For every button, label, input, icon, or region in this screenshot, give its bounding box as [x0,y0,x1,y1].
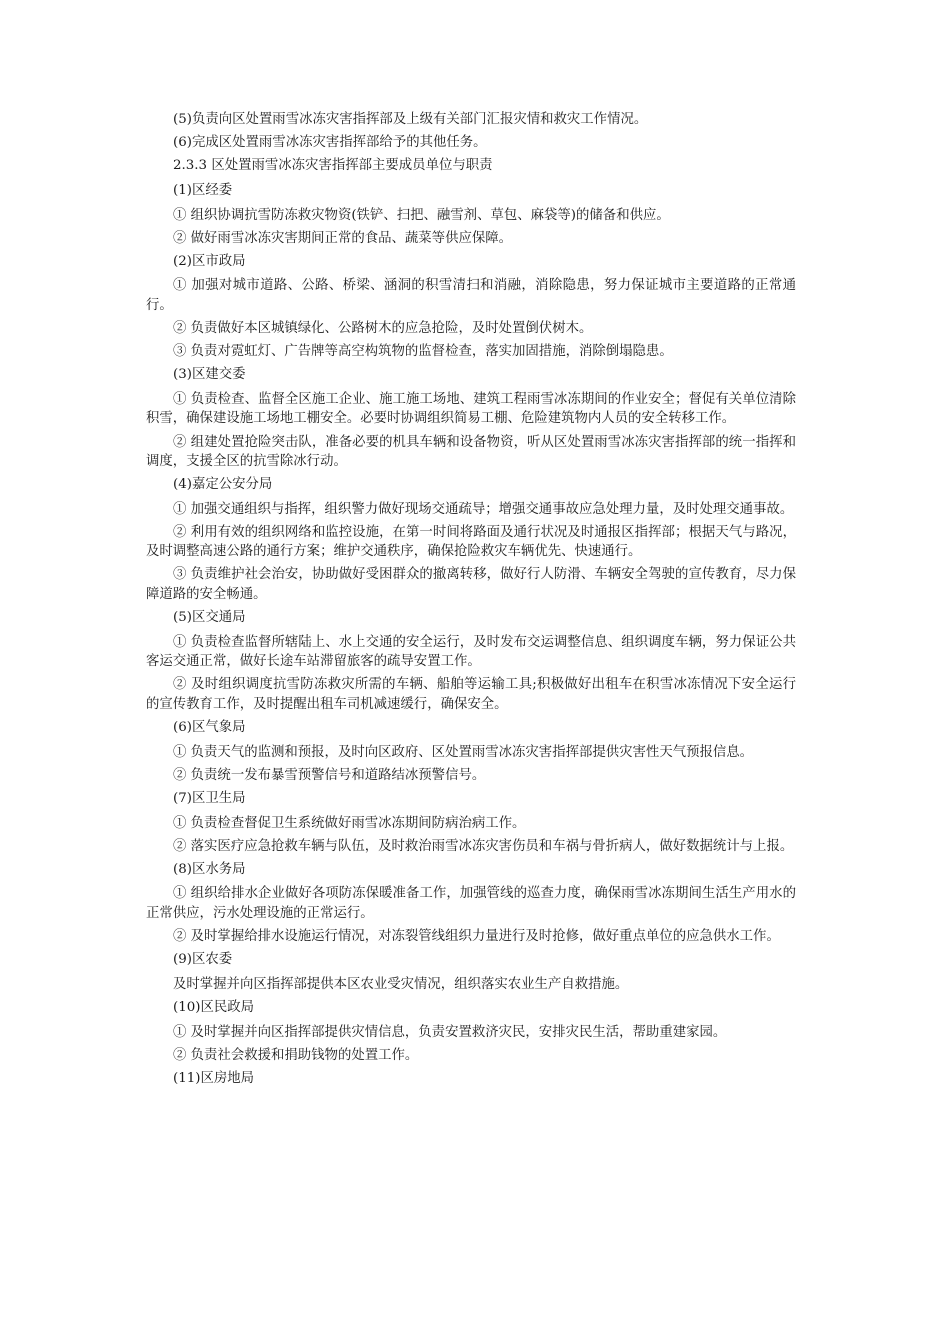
paragraph: ① 及时掌握并向区指挥部提供灾情信息，负责安置救济灾民，安排灾民生活，帮助重建家园。 [173,1024,727,1040]
paragraph: ② 组建处置抢险突击队，准备必要的机具车辆和设备物资，听从区处置雨雪冰冻灾害指挥部的统一指挥和调度，支援全区的抗雪除冰行动。 [146,434,796,469]
section-heading: (11)区房地局 [173,1070,255,1086]
paragraph: ② 及时组织调度抗雪防冻救灾所需的车辆、船舶等运输工具;积极做好出租车在积雪冰冻情况下安全运行的宣传教育工作，及时提醒出租车司机减速缓行，确保安全。 [146,677,796,712]
paragraph: ① 负责天气的监测和预报，及时向区政府、区处置雨雪冰冻灾害指挥部提供灾害性天气预报信息。 [173,744,754,760]
section-heading: 2.3.3 区处置雨雪冰冻灾害指挥部主要成员单位与职责 [173,158,493,174]
paragraph: ① 组织给排水企业做好各项防冻保暖准备工作，加强管线的巡查力度，确保雨雪冰冻期间生活生产用水的正常供应，污水处理设施的正常运行。 [146,886,796,921]
paragraph: ② 利用有效的组织网络和监控设施，在第一时间将路面及通行状况及时通报区指挥部；根据天气与路况，及时调整高速公路的通行方案；维护交通秩序，确保抢险救灾车辆优先、快速通行。 [146,524,796,560]
section-heading: (3)区建交委 [173,367,246,383]
paragraph: ① 加强交通组织与指挥，组织警力做好现场交通疏导；增强交通事故应急处理力量，及时处理交通事故。 [173,501,794,517]
section-heading: (6)区气象局 [173,719,246,735]
section-heading: (4)嘉定公安分局 [173,477,273,493]
document-page [146,110,796,1093]
paragraph: ③ 负责维护社会治安，协助做好受困群众的撤离转移，做好行人防滑、车辆安全驾驶的宣传教育，尽力保障道路的安全畅通。 [146,567,796,602]
section-heading: (2)区市政局 [173,253,246,269]
paragraph: ① 负责检查督促卫生系统做好雨雪冰冻期间防病治病工作。 [173,815,526,831]
paragraph: ③ 负责对霓虹灯、广告牌等高空构筑物的监督检查，落实加固措施，消除倒塌隐患。 [173,344,673,360]
section-heading: (10)区民政局 [173,999,255,1015]
paragraph: ② 做好雨雪冰冻灾害期间正常的食品、蔬菜等供应保障。 [173,230,513,246]
paragraph: 及时掌握并向区指挥部提供本区农业受灾情况，组织落实农业生产自救措施。 [173,976,629,992]
paragraph: (5)负责向区处置雨雪冰冻灾害指挥部及上级有关部门汇报灾情和救灾工作情况。 [173,112,648,127]
paragraph: ① 加强对城市道路、公路、桥梁、涵洞的积雪清扫和消融，消除隐患，努力保证城市主要道路的正常通行。 [146,278,796,313]
paragraph: ② 负责统一发布暴雪预警信号和道路结冰预警信号。 [173,767,486,783]
paragraph: ② 负责做好本区城镇绿化、公路树木的应急抢险，及时处置倒伏树木。 [173,321,593,337]
paragraph: (6)完成区处置雨雪冰冻灾害指挥部给予的其他任务。 [173,135,487,151]
paragraph: ② 及时掌握给排水设施运行情况，对冻裂管线组织力量进行及时抢修，做好重点单位的应急供水工作。 [173,928,780,944]
section-heading: (8)区水务局 [173,861,246,877]
section-heading: (5)区交通局 [173,610,246,626]
section-heading: (1)区经委 [173,182,233,198]
section-heading: (9)区农委 [173,952,233,968]
paragraph: ① 负责检查监督所辖陆上、水上交通的安全运行，及时发布交运调整信息、组织调度车辆，努力保证公共客运交通正常，做好长途车站滞留旅客的疏导安置工作。 [146,634,796,670]
paragraph: ② 落实医疗应急抢救车辆与队伍，及时救治雨雪冰冻灾害伤员和车祸与骨折病人，做好数据统计与上报。 [173,838,794,854]
paragraph: ① 组织协调抗雪防冻救灾物资(铁铲、扫把、融雪剂、草包、麻袋等)的储备和供应。 [173,207,670,223]
paragraph: ② 负责社会救援和捐助钱物的处置工作。 [173,1047,419,1063]
paragraph: ① 负责检查、监督全区施工企业、施工施工场地、建筑工程雨雪冰冻期间的作业安全；督促有关单位清除积雪，确保建设施工场地工棚安全。必要时协调组织简易工棚、危险建筑物内人员的安全转移工作。 [146,391,796,427]
section-heading: (7)区卫生局 [173,790,246,806]
